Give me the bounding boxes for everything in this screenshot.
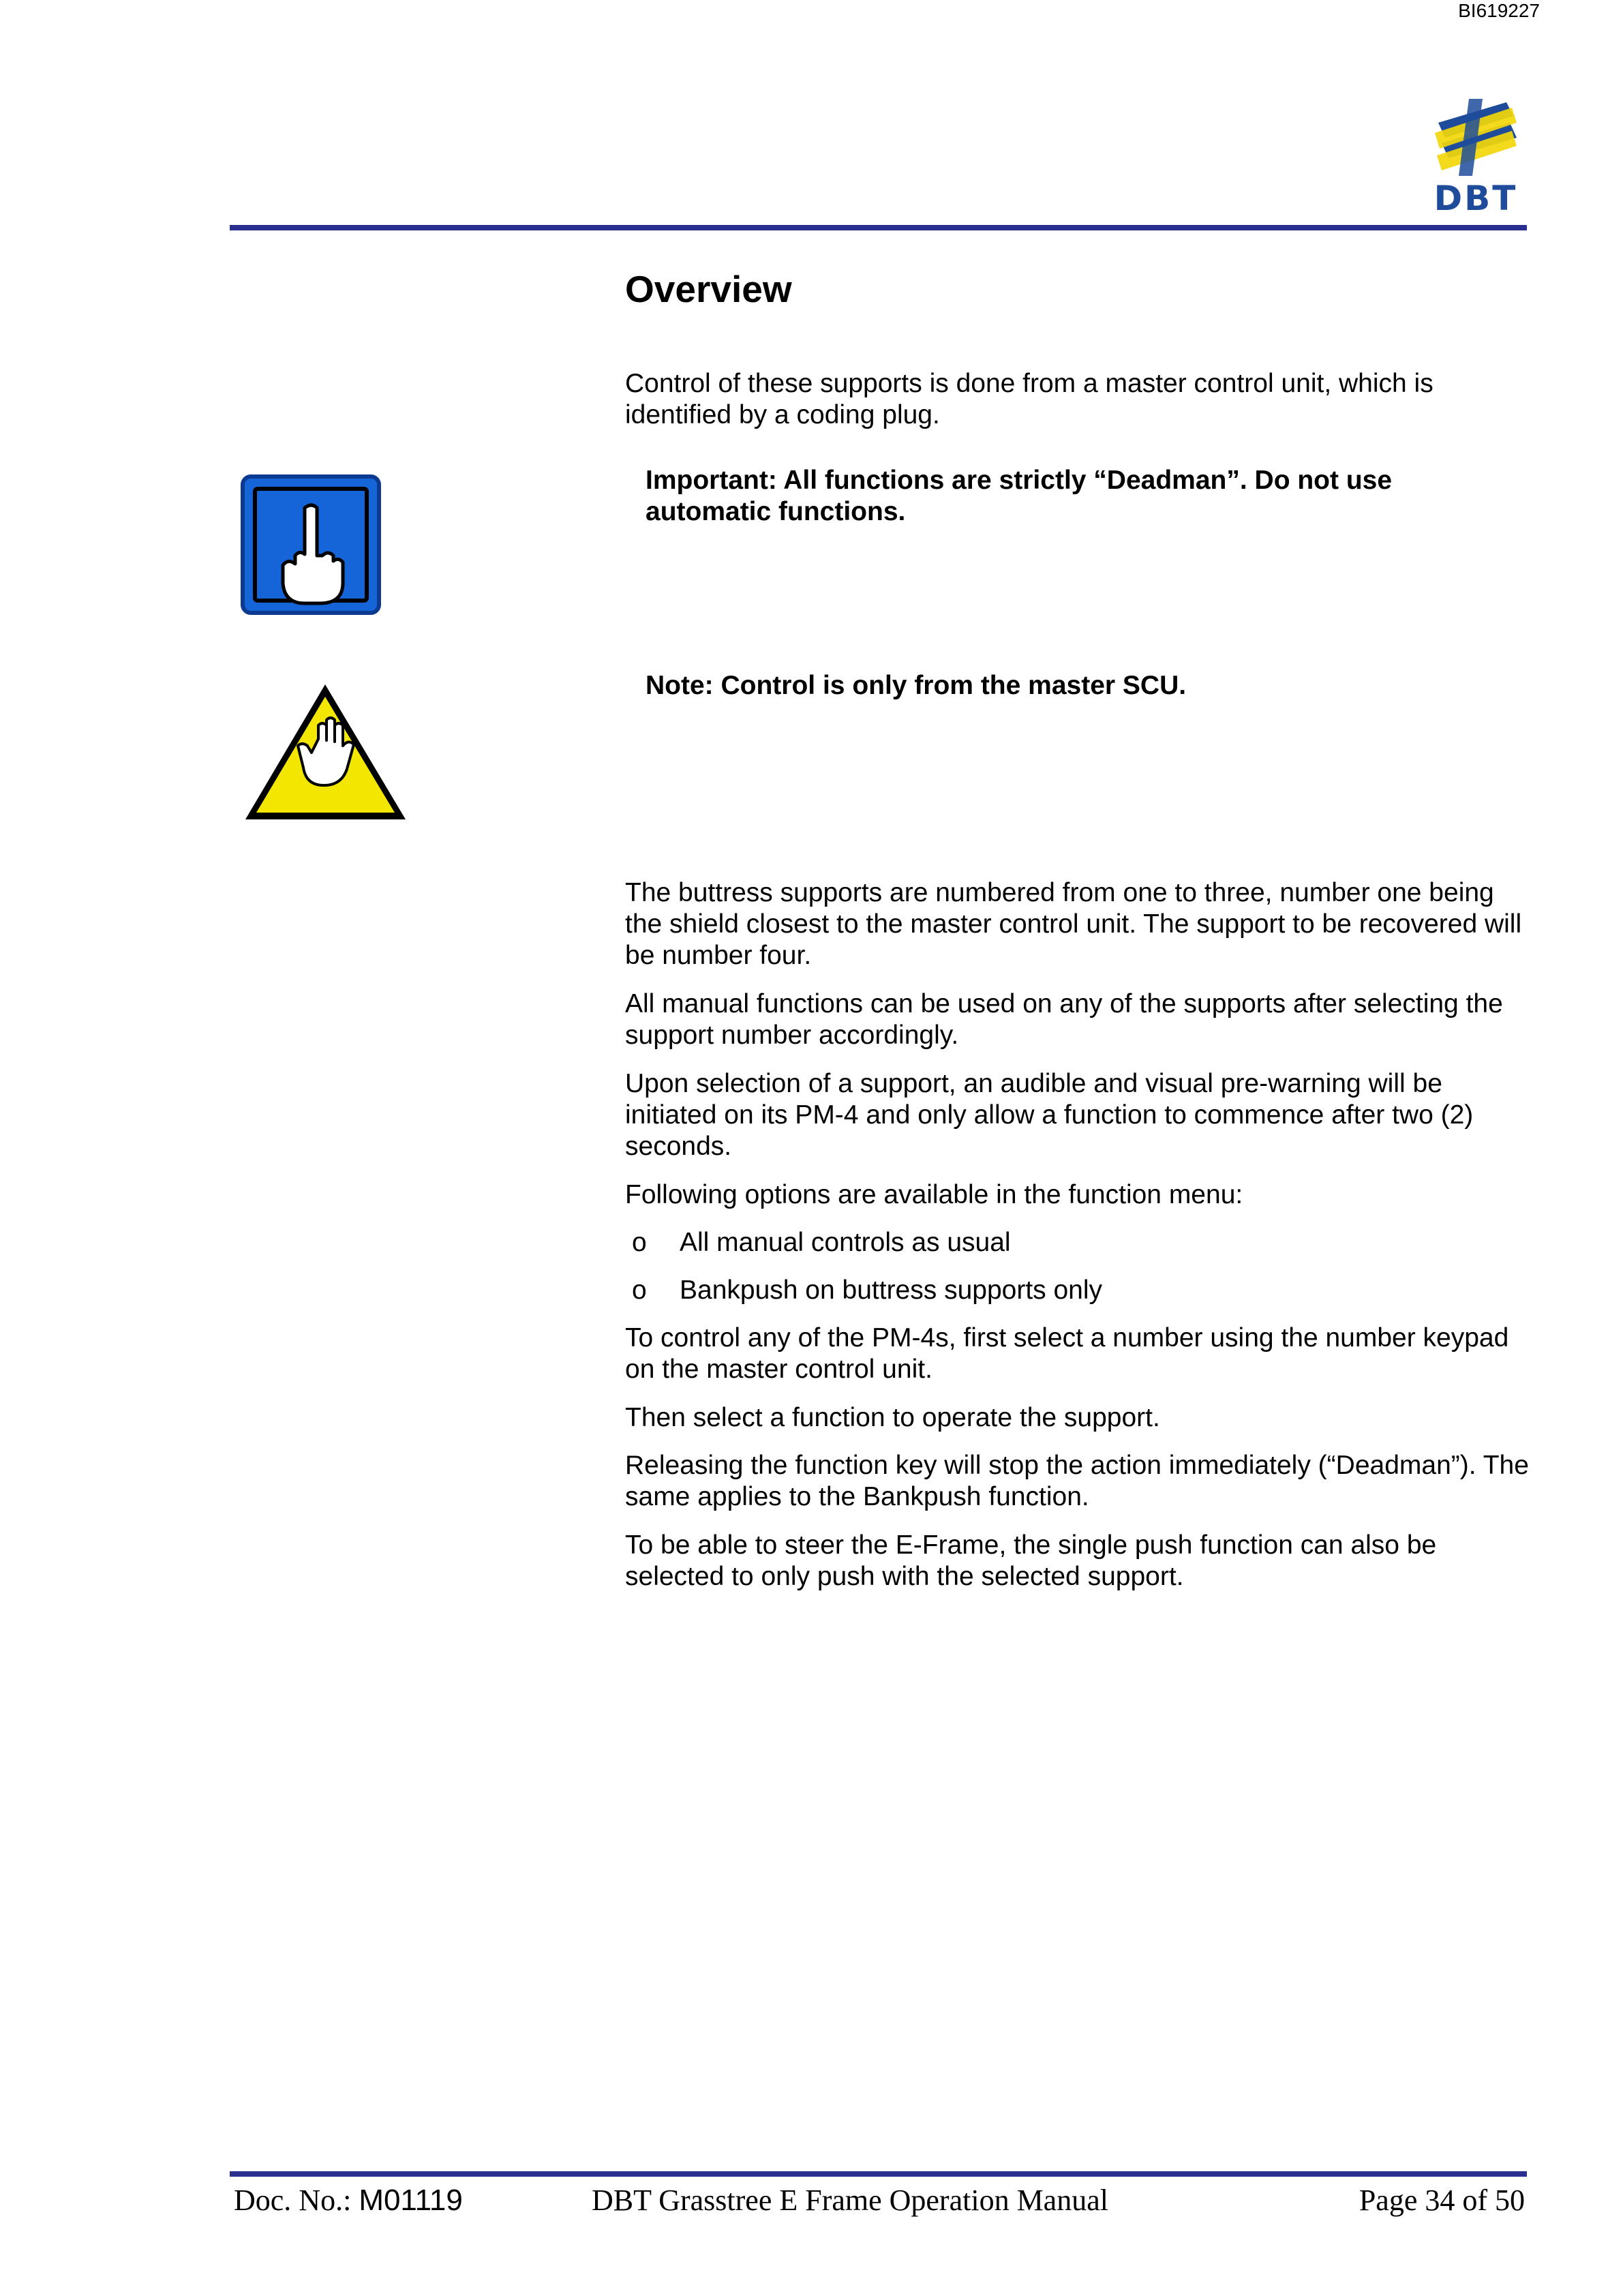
paragraph-steer: To be able to steer the E-Frame, the single push function can also be selected to only push with the selected support. [625,1530,1437,1591]
dbt-logo-icon [1431,95,1520,184]
footer-doc-number [234,2183,463,2218]
paragraph-manual-functions: All manual functions can be used on any of the supports after selecting the support number accordingly. [625,989,1503,1050]
footer-manual-title: DBT Grasstree E Frame Operation Manual [592,2184,1108,2217]
warning-hand-icon [242,680,409,824]
pointing-hand-icon [240,474,382,616]
section-title: Overview [625,268,792,310]
bullet-text: Bankpush on buttress supports only [680,1275,1103,1305]
paragraph-deadman: Releasing the function key will stop the action immediately (“Deadman”). The same applies to the Bankpush function. [625,1451,1529,1511]
paragraph-numbering: The buttress supports are numbered from one to three, number one being the shield closest to the master control unit. The support to be recovered will be number four. [625,878,1522,970]
bullet-mark: o [632,1228,647,1257]
dbt-logo [1431,95,1520,218]
paragraph-options: Following options are available in the function menu: [625,1180,1243,1209]
list-item [625,1227,1011,1258]
list-item [625,1275,1102,1306]
doc-no-label: Doc. No.: [234,2184,352,2217]
important-note: Important: All functions are strictly “Deadman”. Do not use automatic functions. [646,466,1393,526]
bullet-mark: o [632,1275,647,1305]
paragraph-select-function: Then select a function to operate the support. [625,1403,1160,1432]
paragraph-pre-warning: Upon selection of a support, an audible and visual pre-warning will be initiated on its PM-4 and only allow a function to commence after two (2) seconds. [625,1069,1474,1161]
paragraph-select-number: To control any of the PM-4s, first select a number using the number keypad on the master control unit. [625,1323,1509,1384]
footer-page-number: Page 34 of 50 [1359,2184,1525,2217]
document-id: BI619227 [1458,0,1540,21]
control-note: Note: Control is only from the master SCU. [646,671,1187,700]
doc-no-value: M01119 [359,2184,463,2217]
bullet-text: All manual controls as usual [680,1228,1011,1257]
footer-rule [230,2171,1527,2177]
header-rule [230,225,1527,230]
logo-text: DBT [1434,179,1518,218]
intro-paragraph: Control of these supports is done from a master control unit, which is identified by a coding plug. [625,369,1434,429]
